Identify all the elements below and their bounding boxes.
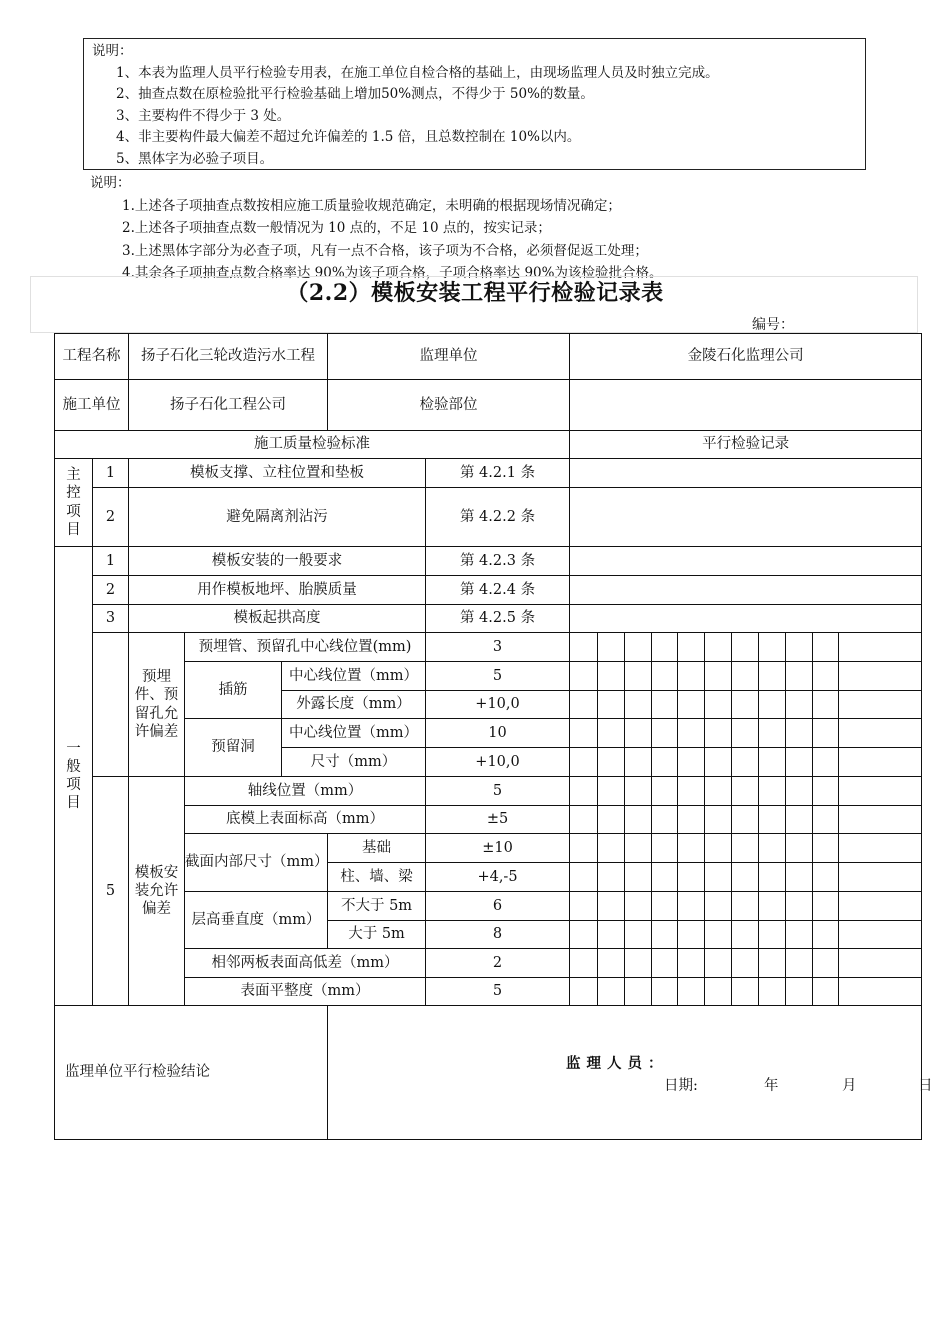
record-cell[interactable] (786, 949, 813, 978)
record-cell[interactable] (570, 662, 598, 691)
record-cell[interactable] (759, 691, 786, 719)
tolerance-value: ±5 (426, 806, 570, 834)
inspection-record-table (54, 333, 933, 1140)
record-cell[interactable] (705, 834, 732, 863)
record-cell[interactable] (570, 921, 598, 949)
instructions-heading: 说明： (92, 43, 133, 59)
record-cell[interactable] (813, 719, 839, 748)
instruction-item: 4.其余各子项抽查点数合格率达 90%为该子项合格，子项合格率达 90%为该检验批合格。 (122, 265, 663, 281)
record-cell[interactable] (598, 863, 625, 892)
record-cell[interactable] (570, 633, 598, 662)
check-item: 相邻两板表面高低差（mm） (185, 949, 426, 978)
record-cell[interactable] (759, 921, 786, 949)
table-row (55, 576, 922, 605)
record-cell[interactable] (652, 719, 678, 748)
record-cell[interactable] (570, 949, 598, 978)
record-cell[interactable] (813, 978, 839, 1006)
record-cell[interactable] (570, 459, 922, 488)
record-cell[interactable] (813, 633, 839, 662)
record-cell[interactable] (598, 949, 625, 978)
record-cell[interactable] (813, 949, 839, 978)
record-cell[interactable] (678, 662, 705, 691)
tolerance-value: +10,0 (426, 748, 570, 777)
check-item: 中心线位置（mm） (282, 719, 426, 748)
item-number: 5 (93, 777, 129, 1006)
project-name-label: 工程名称 (55, 334, 129, 380)
record-cell[interactable] (759, 806, 786, 834)
record-cell[interactable] (786, 892, 813, 921)
project-name-value: 扬子石化三轮改造污水工程 (129, 334, 328, 380)
supervisor-value: 金陵石化监理公司 (570, 334, 922, 380)
record-cell[interactable] (839, 863, 922, 892)
tolerance-value: 3 (426, 633, 570, 662)
record-cell[interactable] (732, 719, 759, 748)
table-row (55, 806, 922, 834)
record-cell[interactable] (570, 863, 598, 892)
record-cell[interactable] (839, 834, 922, 863)
record-cell[interactable] (732, 806, 759, 834)
instruction-item: 1、本表为监理人员平行检验专用表，在施工单位自检合格的基础上，由现场监理人员及时独立完成。 (116, 64, 719, 81)
record-cell[interactable] (813, 834, 839, 863)
record-cell[interactable] (625, 719, 652, 748)
record-cell[interactable] (705, 921, 732, 949)
main-control-label: 主 控 项 目 (55, 459, 93, 547)
record-cell[interactable] (570, 605, 922, 633)
table-row (55, 334, 922, 380)
check-item: 基础 (328, 834, 426, 863)
record-cell[interactable] (652, 777, 678, 806)
record-cell[interactable] (813, 748, 839, 777)
record-cell[interactable] (732, 921, 759, 949)
table-row (55, 380, 922, 431)
record-cell[interactable] (759, 834, 786, 863)
record-cell[interactable] (732, 863, 759, 892)
record-cell[interactable] (732, 633, 759, 662)
record-cell[interactable] (786, 748, 813, 777)
record-cell[interactable] (652, 834, 678, 863)
record-cell[interactable] (813, 662, 839, 691)
record-cell[interactable] (786, 691, 813, 719)
record-cell[interactable] (759, 863, 786, 892)
table-row (55, 547, 922, 576)
day-label: 日 (918, 1077, 933, 1094)
check-item: 尺寸（mm） (282, 748, 426, 777)
table-row (55, 892, 922, 921)
item-number: 1 (93, 459, 129, 488)
table-row (55, 633, 922, 662)
tolerance-value: 8 (426, 921, 570, 949)
instructions-heading: 说明： (90, 175, 131, 191)
record-cell[interactable] (786, 633, 813, 662)
record-cell[interactable] (598, 806, 625, 834)
table-row (55, 777, 922, 806)
record-cell[interactable] (678, 921, 705, 949)
tolerance-value: 5 (426, 978, 570, 1006)
record-cell[interactable] (625, 834, 652, 863)
item-number-blank (93, 633, 129, 777)
record-cell[interactable] (813, 806, 839, 834)
record-cell[interactable] (652, 921, 678, 949)
record-cell[interactable] (570, 488, 922, 547)
record-cell[interactable] (839, 633, 922, 662)
table-row (55, 662, 922, 691)
tolerance-value: 5 (426, 777, 570, 806)
record-cell[interactable] (678, 834, 705, 863)
record-cell[interactable] (786, 719, 813, 748)
check-item: 底模上表面标高（mm） (185, 806, 426, 834)
check-item: 中心线位置（mm） (282, 662, 426, 691)
table-row (55, 834, 922, 863)
item-clause: 第 4.2.2 条 (426, 488, 570, 547)
record-cell[interactable] (678, 863, 705, 892)
instructions-box-1 (83, 38, 866, 170)
record-cell[interactable] (598, 978, 625, 1006)
record-cell[interactable] (570, 576, 922, 605)
location-label: 检验部位 (328, 380, 570, 431)
record-cell[interactable] (678, 806, 705, 834)
item-number: 2 (93, 488, 129, 547)
record-cell[interactable] (759, 892, 786, 921)
page-title: （2.2）模板安装工程平行检验记录表 (286, 280, 664, 306)
record-cell[interactable] (732, 949, 759, 978)
record-cell[interactable] (732, 892, 759, 921)
record-cell[interactable] (705, 863, 732, 892)
record-cell[interactable] (786, 806, 813, 834)
record-cell[interactable] (570, 719, 598, 748)
record-cell[interactable] (759, 748, 786, 777)
record-cell[interactable] (570, 547, 922, 576)
record-cell[interactable] (705, 748, 732, 777)
record-cell[interactable] (839, 806, 922, 834)
record-cell[interactable] (678, 633, 705, 662)
instruction-item: 1.上述各子项抽查点数按相应施工质量验收规范确定，未明确的根据现场情况确定； (122, 197, 621, 214)
record-cell[interactable] (652, 748, 678, 777)
instruction-item: 2、抽查点数在原检验批平行检验基础上增加50%测点，不得少于 50%的数量。 (116, 86, 594, 103)
record-cell[interactable] (625, 949, 652, 978)
month-label: 月 (842, 1077, 857, 1094)
record-cell[interactable] (678, 748, 705, 777)
item-clause: 第 4.2.4 条 (426, 576, 570, 605)
record-cell[interactable] (570, 892, 598, 921)
record-cell[interactable] (839, 949, 922, 978)
record-cell[interactable] (759, 633, 786, 662)
record-cell[interactable] (786, 921, 813, 949)
conclusion-area[interactable] (328, 1006, 933, 1140)
record-cell[interactable] (705, 978, 732, 1006)
record-cell[interactable] (813, 921, 839, 949)
formwork-tolerance-label: 模板安 装允许 偏差 (129, 777, 185, 1006)
record-cell[interactable] (705, 806, 732, 834)
table-row (55, 719, 922, 748)
record-cell[interactable] (732, 662, 759, 691)
record-header: 平行检验记录 (570, 431, 922, 459)
record-cell[interactable] (570, 978, 598, 1006)
record-cell[interactable] (652, 806, 678, 834)
table-row (55, 488, 922, 547)
record-cell[interactable] (786, 777, 813, 806)
table-row (55, 431, 922, 459)
record-cell[interactable] (625, 662, 652, 691)
record-cell[interactable] (652, 691, 678, 719)
record-cell[interactable] (759, 978, 786, 1006)
check-item: 表面平整度（mm） (185, 978, 426, 1006)
record-cell[interactable] (705, 892, 732, 921)
record-cell[interactable] (678, 978, 705, 1006)
record-cell[interactable] (732, 834, 759, 863)
check-item: 柱、墙、梁 (328, 863, 426, 892)
check-item: 预埋管、预留孔中心线位置(mm) (185, 633, 426, 662)
item-number: 3 (93, 605, 129, 633)
check-item: 不大于 5m (328, 892, 426, 921)
record-cell[interactable] (652, 892, 678, 921)
tolerance-value: 5 (426, 662, 570, 691)
record-cell[interactable] (813, 863, 839, 892)
record-cell[interactable] (652, 662, 678, 691)
record-cell[interactable] (652, 633, 678, 662)
record-cell[interactable] (598, 921, 625, 949)
instruction-item: 2.上述各子项抽查点数一般情况为 10 点的，不足 10 点的，按实记录； (122, 220, 551, 236)
record-cell[interactable] (759, 949, 786, 978)
section-size-label: 截面内部尺寸（mm） (185, 834, 328, 892)
record-cell[interactable] (652, 978, 678, 1006)
date-label: 日期: (664, 1077, 698, 1094)
record-cell[interactable] (839, 892, 922, 921)
tolerance-value: 2 (426, 949, 570, 978)
serial-number-label: 编号： (752, 317, 794, 333)
record-cell[interactable] (732, 748, 759, 777)
supervisor-signature-label: 监理人员： (566, 1054, 669, 1072)
record-cell[interactable] (705, 633, 732, 662)
record-cell[interactable] (570, 806, 598, 834)
record-cell[interactable] (732, 777, 759, 806)
reserved-hole-label: 预留洞 (185, 719, 282, 777)
record-cell[interactable] (813, 892, 839, 921)
record-cell[interactable] (652, 949, 678, 978)
supervisor-label: 监理单位 (328, 334, 570, 380)
record-cell[interactable] (839, 748, 922, 777)
record-cell[interactable] (598, 633, 625, 662)
record-cell[interactable] (759, 777, 786, 806)
table-row (55, 978, 922, 1006)
record-cell[interactable] (570, 777, 598, 806)
record-cell[interactable] (625, 691, 652, 719)
record-cell[interactable] (678, 719, 705, 748)
record-cell[interactable] (570, 748, 598, 777)
record-cell[interactable] (786, 978, 813, 1006)
record-cell[interactable] (598, 834, 625, 863)
record-cell[interactable] (598, 691, 625, 719)
record-cell[interactable] (625, 978, 652, 1006)
item-number: 2 (93, 576, 129, 605)
record-cell[interactable] (839, 719, 922, 748)
item-clause: 第 4.2.3 条 (426, 547, 570, 576)
contractor-value: 扬子石化工程公司 (129, 380, 328, 431)
record-cell[interactable] (839, 921, 922, 949)
record-cell[interactable] (786, 863, 813, 892)
instruction-item: 4、非主要构件最大偏差不超过允许偏差的 1.5 倍，且总数控制在 10%以内。 (116, 129, 581, 146)
record-cell[interactable] (705, 777, 732, 806)
record-cell[interactable] (598, 662, 625, 691)
conclusion-label: 监理单位平行检验结论 (55, 1006, 328, 1140)
record-cell[interactable] (652, 863, 678, 892)
item-clause: 第 4.2.5 条 (426, 605, 570, 633)
record-cell[interactable] (786, 834, 813, 863)
record-cell[interactable] (705, 719, 732, 748)
record-cell[interactable] (678, 691, 705, 719)
record-cell[interactable] (625, 633, 652, 662)
record-cell[interactable] (570, 834, 598, 863)
record-cell[interactable] (598, 892, 625, 921)
tolerance-value: +10,0 (426, 691, 570, 719)
item-name: 避免隔离剂沾污 (129, 488, 426, 547)
record-cell[interactable] (598, 777, 625, 806)
general-items-label: 一 般 项 目 (55, 547, 93, 1006)
instruction-item: 5、黑体字为必验子项目。 (116, 150, 274, 167)
record-cell[interactable] (839, 777, 922, 806)
item-clause: 第 4.2.1 条 (426, 459, 570, 488)
contractor-label: 施工单位 (55, 380, 129, 431)
record-cell[interactable] (625, 748, 652, 777)
table-row (55, 949, 922, 978)
record-cell[interactable] (813, 777, 839, 806)
table-row (55, 1006, 922, 1140)
tolerance-value: ±10 (426, 834, 570, 863)
record-cell[interactable] (705, 662, 732, 691)
record-cell[interactable] (678, 892, 705, 921)
record-cell[interactable] (598, 719, 625, 748)
tolerance-value: 6 (426, 892, 570, 921)
tolerance-value: +4,-5 (426, 863, 570, 892)
record-cell[interactable] (839, 662, 922, 691)
record-cell[interactable] (732, 691, 759, 719)
check-item: 大于 5m (328, 921, 426, 949)
verticality-label: 层高垂直度（mm） (185, 892, 328, 949)
record-cell[interactable] (625, 777, 652, 806)
table-row (55, 605, 922, 633)
record-cell[interactable] (839, 978, 922, 1006)
item-name: 模板起拱高度 (129, 605, 426, 633)
record-cell[interactable] (678, 777, 705, 806)
instruction-item: 3、主要构件不得少于 3 处。 (116, 107, 291, 124)
record-cell[interactable] (570, 691, 598, 719)
record-cell[interactable] (813, 691, 839, 719)
record-cell[interactable] (705, 949, 732, 978)
standard-header: 施工质量检验标准 (55, 431, 570, 459)
record-cell[interactable] (759, 662, 786, 691)
record-cell[interactable] (625, 863, 652, 892)
rebar-label: 插筋 (185, 662, 282, 719)
location-value[interactable] (570, 380, 922, 431)
record-cell[interactable] (839, 691, 922, 719)
instructions-box-2 (90, 172, 870, 285)
item-name: 模板支撑、立柱位置和垫板 (129, 459, 426, 488)
signature-block (328, 1007, 933, 1139)
embedded-tolerance-label: 预埋 件、预 留孔允 许偏差 (129, 633, 185, 777)
table-row (55, 459, 922, 488)
tolerance-value: 10 (426, 719, 570, 748)
instruction-item: 3.上述黑体字部分为必查子项，凡有一点不合格，该子项为不合格，必须督促返工处理； (122, 242, 648, 259)
check-item: 轴线位置（mm） (185, 777, 426, 806)
record-cell[interactable] (625, 806, 652, 834)
item-name: 模板安装的一般要求 (129, 547, 426, 576)
record-cell[interactable] (625, 892, 652, 921)
record-cell[interactable] (732, 978, 759, 1006)
record-cell[interactable] (625, 921, 652, 949)
record-cell[interactable] (759, 719, 786, 748)
item-name: 用作模板地坪、胎膜质量 (129, 576, 426, 605)
record-cell[interactable] (705, 691, 732, 719)
item-number: 1 (93, 547, 129, 576)
record-cell[interactable] (678, 949, 705, 978)
record-cell[interactable] (598, 748, 625, 777)
record-cell[interactable] (786, 662, 813, 691)
check-item: 外露长度（mm） (282, 691, 426, 719)
year-label: 年 (764, 1077, 779, 1094)
